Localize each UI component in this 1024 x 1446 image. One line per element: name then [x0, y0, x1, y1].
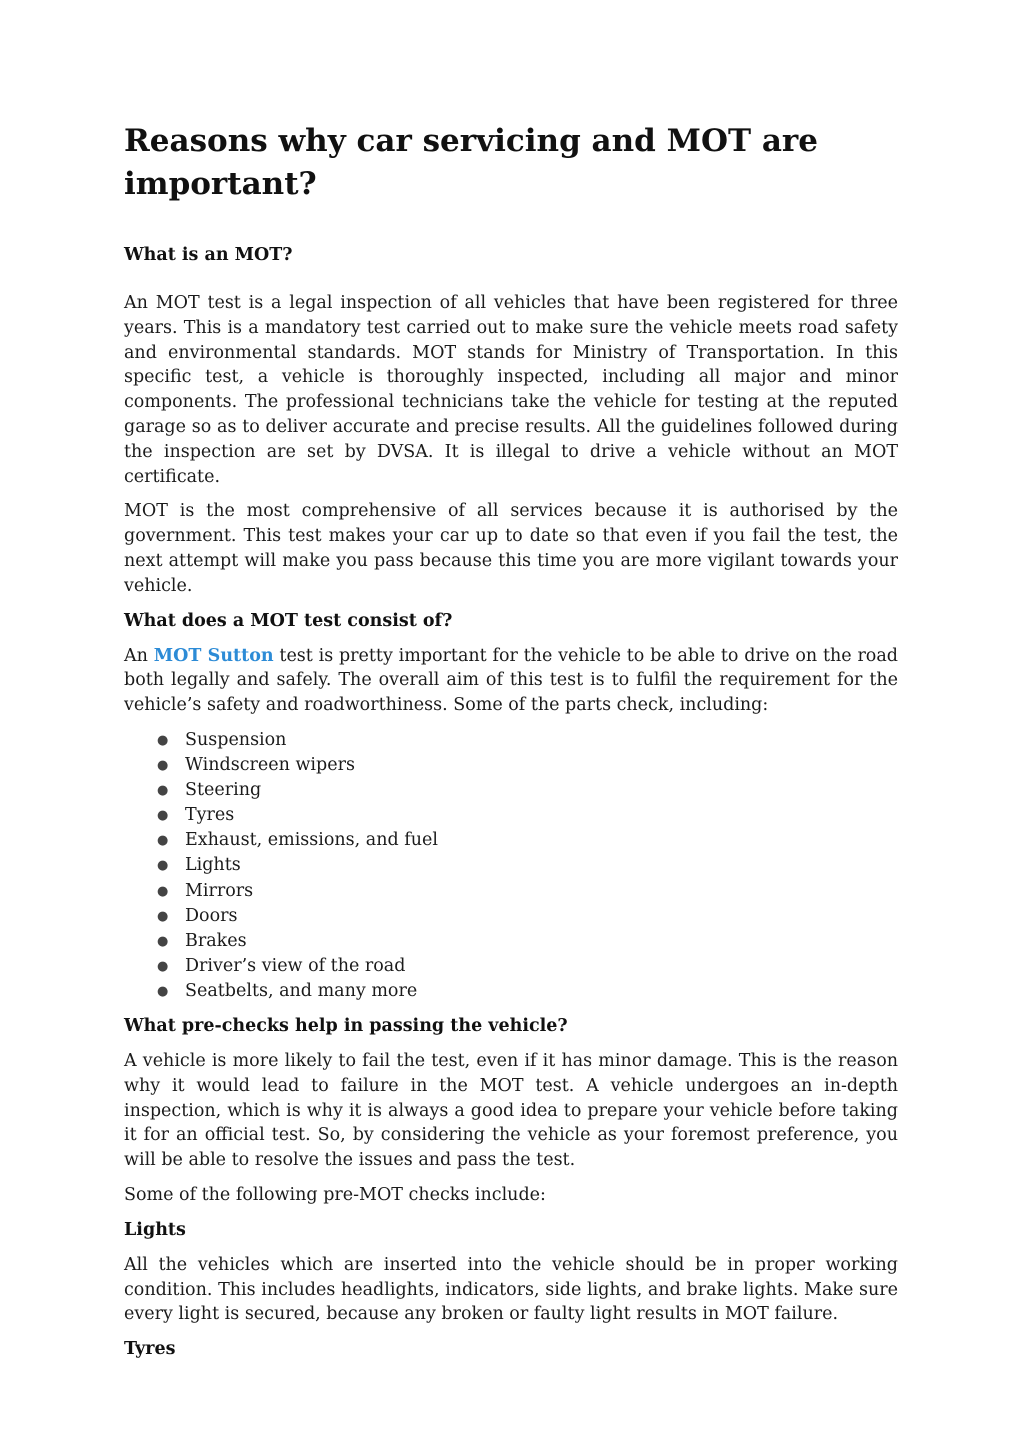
parts-checked-list: [124, 728, 898, 1004]
bullet-icon: ●: [157, 958, 169, 974]
bullet-icon: ●: [157, 833, 169, 849]
heading-what-is-mot: What is an MOT?: [124, 245, 293, 265]
list-item-label: Suspension: [185, 729, 287, 750]
page-title: Reasons why car servicing and MOT are important?: [124, 123, 818, 202]
heading-tyres: Tyres: [124, 1339, 176, 1360]
bullet-icon: ●: [157, 758, 169, 774]
heading-lights: Lights: [124, 1219, 186, 1240]
bullet-icon: ●: [157, 883, 169, 899]
list-item-label: Seatbelts, and many more: [185, 980, 418, 1001]
list-item: [124, 954, 898, 979]
list-item: [124, 753, 898, 778]
list-item-label: Driver’s view of the road: [185, 955, 406, 976]
list-item: [124, 904, 898, 929]
list-item: [124, 979, 898, 1004]
list-item-label: Steering: [185, 780, 262, 801]
bullet-icon: ●: [157, 983, 169, 999]
intro-prefix: An: [124, 645, 148, 666]
list-item-label: Doors: [185, 905, 238, 926]
list-item-label: Tyres: [185, 805, 235, 826]
mot-sutton-link[interactable]: MOT Sutton: [153, 645, 274, 666]
list-item: [124, 879, 898, 904]
bullet-icon: ●: [157, 732, 169, 748]
document-page: [124, 120, 898, 1362]
paragraph-lights: All the vehicles which are inserted into the vehicle should be in proper working condition. This includes headlights, indicators, side lights, and brake lights. Make sure every light is secured, because any broken or faulty light results in MOT failure.: [124, 1254, 898, 1325]
list-item: [124, 929, 898, 954]
paragraph-mot-consist: [124, 644, 898, 718]
heading-pre-checks: What pre-checks help in passing the vehicle?: [124, 1015, 568, 1036]
list-item-label: Exhaust, emissions, and fuel: [185, 830, 438, 851]
list-item: [124, 728, 898, 753]
heading-mot-consist: What does a MOT test consist of?: [124, 610, 453, 631]
paragraph-pre-checks-2: Some of the following pre-MOT checks include:: [124, 1184, 546, 1205]
list-item: [124, 828, 898, 853]
list-item: [124, 778, 898, 803]
list-item: [124, 803, 898, 828]
list-item-label: Brakes: [185, 930, 247, 951]
paragraph-what-is-mot-2: MOT is the most comprehensive of all services because it is authorised by the government. This test makes your car up to date so that even if you fail the test, the next attempt will make you pass because this time you are more vigilant towards your vehicle.: [124, 501, 898, 596]
bullet-icon: ●: [157, 933, 169, 949]
intro-suffix: test is pretty important for the vehicle to be able to drive on the road both legally and safely. The overall aim of this test is to fulfil the requirement for the vehicle’s safety and roadworthiness. Some of the parts check, including:: [124, 645, 898, 716]
bullet-icon: ●: [157, 858, 169, 874]
bullet-icon: ●: [157, 783, 169, 799]
list-item-label: Mirrors: [185, 880, 254, 901]
list-item-label: Lights: [185, 855, 241, 876]
bullet-icon: ●: [157, 808, 169, 824]
list-item-label: Windscreen wipers: [185, 755, 355, 776]
bullet-icon: ●: [157, 908, 169, 924]
paragraph-what-is-mot-1: An MOT test is a legal inspection of all vehicles that have been registered for three years. This is a mandatory test carried out to make sure the vehicle meets road safety and environmental standards. MOT stands for Ministry of Transportation. In this specific test, a vehicle is thoroughly inspected, including all major and minor components. The professional technicians take the vehicle for testing at the reputed garage so as to deliver accurate and precise results. All the guidelines followed during the inspection are set by DVSA. It is illegal to drive a vehicle without an MOT certificate.: [124, 293, 898, 487]
paragraph-pre-checks-1: A vehicle is more likely to fail the test, even if it has minor damage. This is the reason why it would lead to failure in the MOT test. A vehicle undergoes an in-depth inspection, which is why it is always a good idea to prepare your vehicle before taking it for an official test. So, by considering the vehicle as your foremost preference, you will be able to resolve the issues and pass the test.: [124, 1050, 898, 1171]
list-item: [124, 853, 898, 878]
